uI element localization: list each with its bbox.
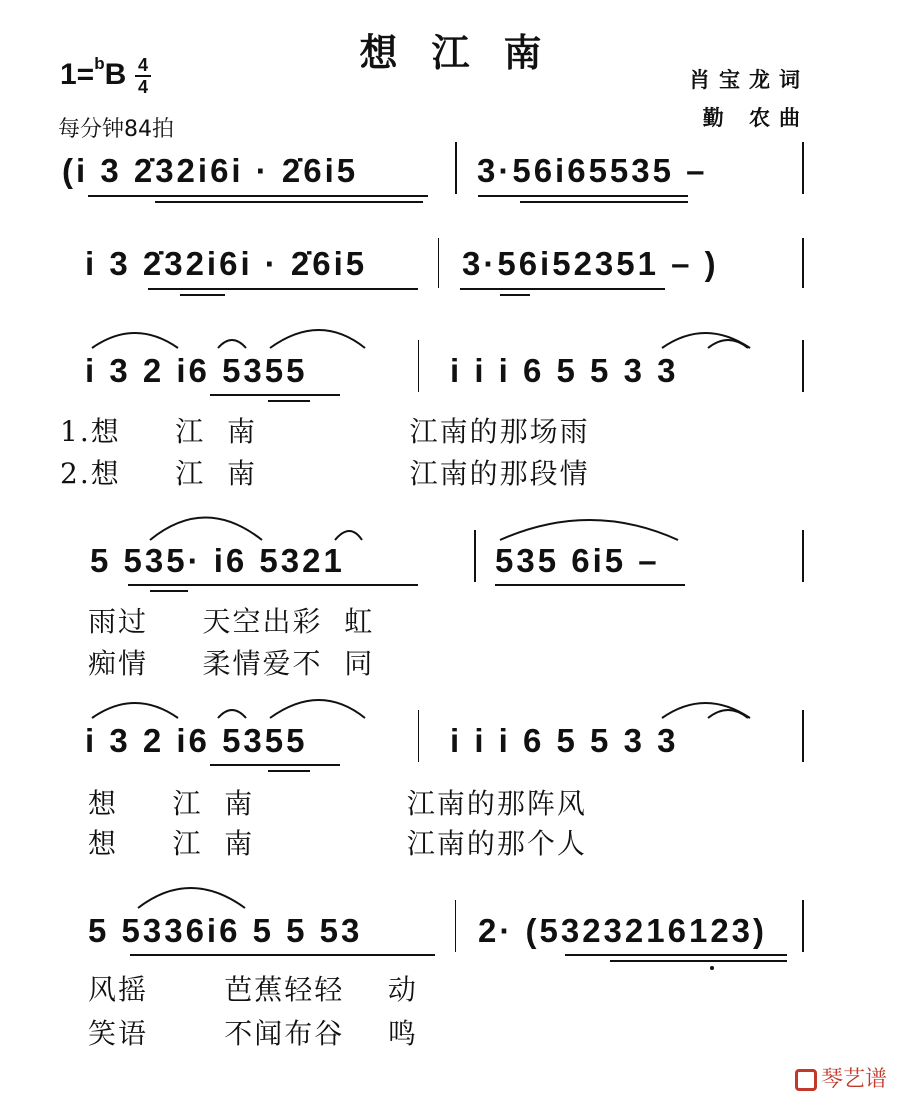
lyrics-line-3-verse-2: 2.想 江 南 江南的那段情 [60, 457, 590, 490]
slur [218, 710, 246, 718]
watermark-logo-icon [795, 1069, 817, 1091]
score-line-1-bar-2: 3·56i65535 – [477, 152, 708, 189]
lyrics-line-5-verse-2: 想 江 南 江南的那个人 [88, 827, 587, 860]
slur [708, 710, 748, 718]
lyrics-line-4-verse-2: 痴情 柔情爱不 同 [88, 647, 375, 680]
slur [270, 700, 365, 718]
score-line-3-bar-1: i 3 2 i6 5355 [85, 352, 308, 389]
slur [218, 340, 246, 348]
watermark-text: 琴艺谱 [820, 1067, 887, 1092]
score-line-4-bar-1: 5 535· i6 5321 [90, 542, 345, 579]
slur [500, 520, 678, 540]
slur [150, 518, 262, 541]
slur [708, 340, 748, 348]
tempo-marking: 每分钟84拍 [58, 117, 174, 142]
composer-credit: 勤 农曲 [702, 105, 809, 130]
watermark [795, 1062, 887, 1093]
lyrics-line-3-verse-1: 1.想 江 南 江南的那场雨 [60, 415, 590, 448]
slur [335, 531, 362, 540]
slur [270, 330, 365, 348]
score-line-1-bar-1: (i 3 2̇32i6i · 2̇6i5 [62, 152, 359, 189]
key-note: B [104, 58, 127, 91]
score-line-5-bar-2: i i i 6 5 5 3 3 [450, 722, 679, 759]
score-line-6-bar-1: 5 5336i6 5 5 53 [88, 912, 363, 949]
song-title: 想江南 [359, 30, 576, 75]
score-line-2-bar-1: i 3 2̇32i6i · 2̇6i5 [85, 245, 368, 282]
slur [138, 888, 245, 908]
lyricist-credit: 肖宝龙词 [689, 67, 809, 92]
lyrics-line-4-verse-1: 雨过 天空出彩 虹 [88, 605, 375, 638]
key-prefix: 1= [60, 58, 95, 91]
lyrics-line-5-verse-1: 想 江 南 江南的那阵风 [88, 787, 587, 820]
slur [92, 703, 178, 718]
score-line-3-bar-2: i i i 6 5 5 3 3 [450, 352, 679, 389]
meter-top: 4 [137, 55, 148, 75]
score-line-2-bar-2: 3·56i52351 – ) [462, 245, 719, 282]
flat-sign: b [94, 54, 105, 73]
score-line-5-bar-1: i 3 2 i6 5355 [85, 722, 308, 759]
meter-bottom: 4 [137, 77, 148, 97]
slur [92, 333, 178, 348]
lyrics-line-6-verse-2: 笑语 不闻布谷 鸣 [88, 1017, 418, 1050]
lyrics-line-6-verse-1: 风摇 芭蕉轻轻 动 [88, 973, 418, 1006]
score-line-4-bar-2: 535 6i5 – [495, 542, 660, 579]
score-line-6-bar-2: 2· (5323216123) [478, 912, 768, 949]
